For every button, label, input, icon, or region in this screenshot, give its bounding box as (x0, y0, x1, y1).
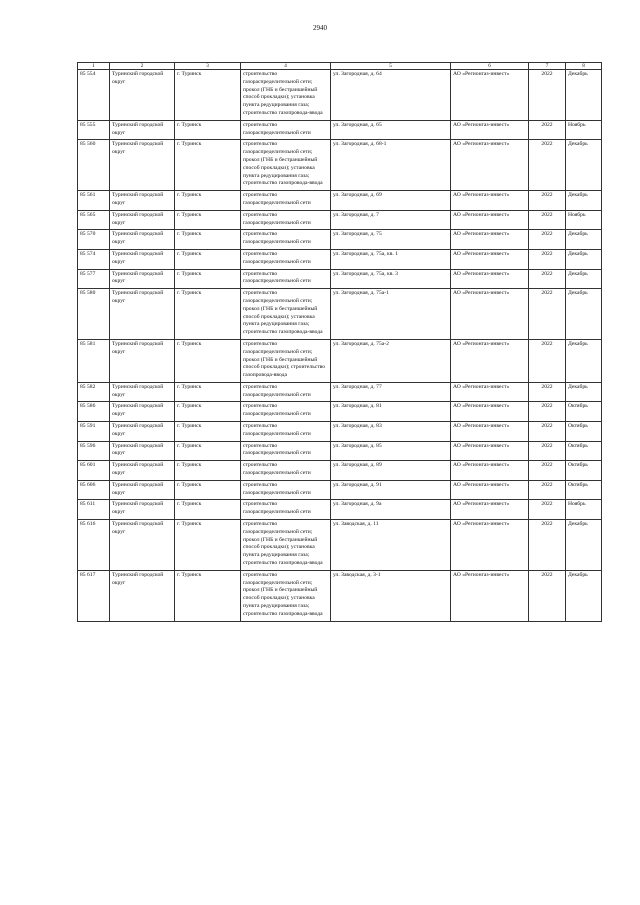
cell-city: г. Туринск (175, 140, 241, 191)
cell-works: строительство газораспределительной сети (241, 441, 331, 461)
cell-address: ул. Загородная, д. 85 (331, 441, 451, 461)
cell-org: АО «Регионгаз-инвест» (451, 461, 529, 481)
cell-org: АО «Регионгаз-инвест» (451, 120, 529, 140)
cell-month: Декабрь (566, 570, 602, 621)
cell-district: Туринский городской округ (110, 230, 175, 250)
cell-address: ул. Загородная, д. 75 (331, 230, 451, 250)
table-row (78, 422, 602, 442)
cell-city: г. Туринск (175, 461, 241, 481)
cell-year: 2022 (529, 191, 566, 211)
cell-works: строительство газораспределительной сети (241, 249, 331, 269)
cell-org: АО «Регионгаз-инвест» (451, 402, 529, 422)
cell-year: 2022 (529, 230, 566, 250)
cell-city: г. Туринск (175, 422, 241, 442)
cell-org: АО «Регионгаз-инвест» (451, 230, 529, 250)
table-row (78, 210, 602, 230)
cell-address: ул. Загородная, д. 68-1 (331, 140, 451, 191)
cell-month: Октябрь (566, 402, 602, 422)
cell-works: строительство газораспределительной сети; прокол (ГНБ и бестраншейный способ прокладки); установка пункта редуцирования газа; строительство газопровода-ввода (241, 289, 331, 340)
cell-district: Туринский городской округ (110, 461, 175, 481)
column-header: 7 (529, 63, 566, 70)
cell-year: 2022 (529, 500, 566, 520)
cell-year: 2022 (529, 140, 566, 191)
cell-year: 2022 (529, 70, 566, 121)
cell-city: г. Туринск (175, 120, 241, 140)
cell-district: Туринский городской округ (110, 249, 175, 269)
table-row (78, 269, 602, 289)
cell-address: ул. Загородная, д. 77 (331, 382, 451, 402)
cell-works: строительство газораспределительной сети; прокол (ГНБ и бестраншейный способ прокладки); установка пункта редуцирования газа; строительство газопровода-ввода (241, 70, 331, 121)
table-row (78, 249, 602, 269)
table-row (78, 382, 602, 402)
cell-org: АО «Регионгаз-инвест» (451, 210, 529, 230)
cell-city: г. Туринск (175, 382, 241, 402)
cell-id: 85 611 (78, 500, 110, 520)
cell-works: строительство газораспределительной сети (241, 269, 331, 289)
cell-org: АО «Регионгаз-инвест» (451, 480, 529, 500)
cell-address: ул. Загородная, д. 75а-2 (331, 339, 451, 382)
table-row (78, 230, 602, 250)
cell-district: Туринский городской округ (110, 480, 175, 500)
cell-id: 85 606 (78, 480, 110, 500)
table-row (78, 570, 602, 621)
cell-district: Туринский городской округ (110, 70, 175, 121)
cell-month: Декабрь (566, 382, 602, 402)
cell-year: 2022 (529, 402, 566, 422)
cell-district: Туринский городской округ (110, 570, 175, 621)
table-row (78, 461, 602, 481)
cell-address: ул. Загородная, д. 89 (331, 461, 451, 481)
cell-works: строительство газораспределительной сети (241, 210, 331, 230)
cell-works: строительство газораспределительной сети (241, 120, 331, 140)
cell-city: г. Туринск (175, 210, 241, 230)
cell-id: 85 591 (78, 422, 110, 442)
page-number: 2940 (313, 24, 327, 32)
cell-city: г. Туринск (175, 520, 241, 571)
cell-year: 2022 (529, 382, 566, 402)
cell-city: г. Туринск (175, 441, 241, 461)
cell-year: 2022 (529, 289, 566, 340)
cell-district: Туринский городской округ (110, 339, 175, 382)
cell-id: 85 561 (78, 191, 110, 211)
cell-month: Ноябрь (566, 120, 602, 140)
cell-year: 2022 (529, 422, 566, 442)
cell-city: г. Туринск (175, 70, 241, 121)
cell-district: Туринский городской округ (110, 210, 175, 230)
cell-district: Туринский городской округ (110, 382, 175, 402)
cell-org: АО «Регионгаз-инвест» (451, 570, 529, 621)
cell-works: строительство газораспределительной сети (241, 480, 331, 500)
cell-year: 2022 (529, 570, 566, 621)
cell-org: АО «Регионгаз-инвест» (451, 70, 529, 121)
cell-id: 85 555 (78, 120, 110, 140)
cell-city: г. Туринск (175, 289, 241, 340)
cell-year: 2022 (529, 210, 566, 230)
cell-works: строительство газораспределительной сети; прокол (ГНБ и бестраншейный способ прокладки); установка пункта редуцирования газа; строительство газопровода-ввода (241, 520, 331, 571)
cell-address: ул. Загородная, д. 7 (331, 210, 451, 230)
column-header: 4 (241, 63, 331, 70)
cell-month: Декабрь (566, 140, 602, 191)
cell-month: Ноябрь (566, 500, 602, 520)
cell-address: ул. Загородная, д. 91 (331, 480, 451, 500)
cell-district: Туринский городской округ (110, 120, 175, 140)
cell-id: 85 581 (78, 339, 110, 382)
cell-works: строительство газораспределительной сети (241, 422, 331, 442)
cell-id: 85 554 (78, 70, 110, 121)
cell-year: 2022 (529, 249, 566, 269)
cell-org: АО «Регионгаз-инвест» (451, 249, 529, 269)
cell-year: 2022 (529, 269, 566, 289)
cell-month: Ноябрь (566, 210, 602, 230)
cell-year: 2022 (529, 480, 566, 500)
cell-month: Декабрь (566, 520, 602, 571)
cell-year: 2022 (529, 120, 566, 140)
column-header: 6 (451, 63, 529, 70)
cell-org: АО «Регионгаз-инвест» (451, 500, 529, 520)
column-header: 8 (566, 63, 602, 70)
cell-works: строительство газораспределительной сети; прокол (ГНБ и бестраншейный способ прокладки); установка пункта редуцирования газа; строительство газопровода-ввода (241, 570, 331, 621)
table-row (78, 402, 602, 422)
cell-id: 85 565 (78, 210, 110, 230)
cell-address: ул. Загородная, д. 64 (331, 70, 451, 121)
cell-works: строительство газораспределительной сети (241, 500, 331, 520)
cell-address: ул. Загородная, д. 65 (331, 120, 451, 140)
cell-month: Октябрь (566, 422, 602, 442)
cell-works: строительство газораспределительной сети; прокол (ГНБ и бестраншейный способ прокладки); строительство газопровода-ввода (241, 339, 331, 382)
cell-works: строительство газораспределительной сети (241, 191, 331, 211)
cell-city: г. Туринск (175, 480, 241, 500)
cell-id: 85 582 (78, 382, 110, 402)
cell-month: Декабрь (566, 70, 602, 121)
cell-city: г. Туринск (175, 570, 241, 621)
cell-works: строительство газораспределительной сети; прокол (ГНБ и бестраншейный способ прокладки); установка пункта редуцирования газа; строительство газопровода-ввода (241, 140, 331, 191)
cell-city: г. Туринск (175, 269, 241, 289)
cell-month: Декабрь (566, 269, 602, 289)
table-row (78, 520, 602, 571)
cell-org: АО «Регионгаз-инвест» (451, 191, 529, 211)
cell-id: 85 601 (78, 461, 110, 481)
cell-month: Декабрь (566, 249, 602, 269)
cell-org: АО «Регионгаз-инвест» (451, 382, 529, 402)
cell-district: Туринский городской округ (110, 289, 175, 340)
cell-org: АО «Регионгаз-инвест» (451, 269, 529, 289)
cell-month: Октябрь (566, 461, 602, 481)
cell-works: строительство газораспределительной сети (241, 461, 331, 481)
cell-org: АО «Регионгаз-инвест» (451, 339, 529, 382)
column-header: 1 (78, 63, 110, 70)
cell-address: ул. Загородная, д. 83 (331, 422, 451, 442)
cell-district: Туринский городской округ (110, 520, 175, 571)
cell-org: АО «Регионгаз-инвест» (451, 441, 529, 461)
cell-works: строительство газораспределительной сети (241, 402, 331, 422)
cell-address: ул. Заводская, д. 11 (331, 520, 451, 571)
table-row (78, 120, 602, 140)
cell-year: 2022 (529, 339, 566, 382)
cell-org: АО «Регионгаз-инвест» (451, 520, 529, 571)
cell-month: Декабрь (566, 191, 602, 211)
table-row (78, 191, 602, 211)
cell-id: 85 560 (78, 140, 110, 191)
cell-city: г. Туринск (175, 500, 241, 520)
cell-district: Туринский городской округ (110, 402, 175, 422)
cell-city: г. Туринск (175, 191, 241, 211)
cell-address: ул. Заводская, д. 3-1 (331, 570, 451, 621)
cell-district: Туринский городской округ (110, 441, 175, 461)
cell-address: ул. Загородная, д. 81 (331, 402, 451, 422)
cell-year: 2022 (529, 520, 566, 571)
column-header: 5 (331, 63, 451, 70)
cell-district: Туринский городской округ (110, 191, 175, 211)
cell-year: 2022 (529, 461, 566, 481)
cell-month: Декабрь (566, 339, 602, 382)
cell-address: ул. Загородная, д. 75а, кв. 3 (331, 269, 451, 289)
table-row (78, 140, 602, 191)
gasification-table (77, 62, 602, 622)
cell-city: г. Туринск (175, 402, 241, 422)
cell-city: г. Туринск (175, 249, 241, 269)
cell-month: Декабрь (566, 289, 602, 340)
table-row (78, 441, 602, 461)
cell-id: 85 570 (78, 230, 110, 250)
column-header: 3 (175, 63, 241, 70)
cell-address: ул. Загородная, д. 69 (331, 191, 451, 211)
cell-district: Туринский городской округ (110, 422, 175, 442)
table-row (78, 500, 602, 520)
cell-month: Октябрь (566, 480, 602, 500)
table-row (78, 480, 602, 500)
cell-id: 85 586 (78, 402, 110, 422)
cell-id: 85 616 (78, 520, 110, 571)
cell-id: 85 580 (78, 289, 110, 340)
cell-month: Декабрь (566, 230, 602, 250)
cell-district: Туринский городской округ (110, 269, 175, 289)
cell-address: ул. Загородная, д. 75а, кв. 1 (331, 249, 451, 269)
cell-district: Туринский городской округ (110, 500, 175, 520)
column-header: 2 (110, 63, 175, 70)
cell-org: АО «Регионгаз-инвест» (451, 289, 529, 340)
cell-works: строительство газораспределительной сети (241, 382, 331, 402)
cell-id: 85 577 (78, 269, 110, 289)
cell-org: АО «Регионгаз-инвест» (451, 422, 529, 442)
cell-id: 85 596 (78, 441, 110, 461)
cell-address: ул. Загородная, д. 75а-1 (331, 289, 451, 340)
cell-city: г. Туринск (175, 339, 241, 382)
cell-org: АО «Регионгаз-инвест» (451, 140, 529, 191)
table-row (78, 70, 602, 121)
cell-month: Октябрь (566, 441, 602, 461)
cell-id: 85 617 (78, 570, 110, 621)
table-row (78, 289, 602, 340)
cell-works: строительство газораспределительной сети (241, 230, 331, 250)
cell-year: 2022 (529, 441, 566, 461)
cell-city: г. Туринск (175, 230, 241, 250)
header-row (78, 63, 602, 70)
cell-id: 85 574 (78, 249, 110, 269)
cell-district: Туринский городской округ (110, 140, 175, 191)
cell-address: ул. Загородная, д. 9а (331, 500, 451, 520)
table-row (78, 339, 602, 382)
